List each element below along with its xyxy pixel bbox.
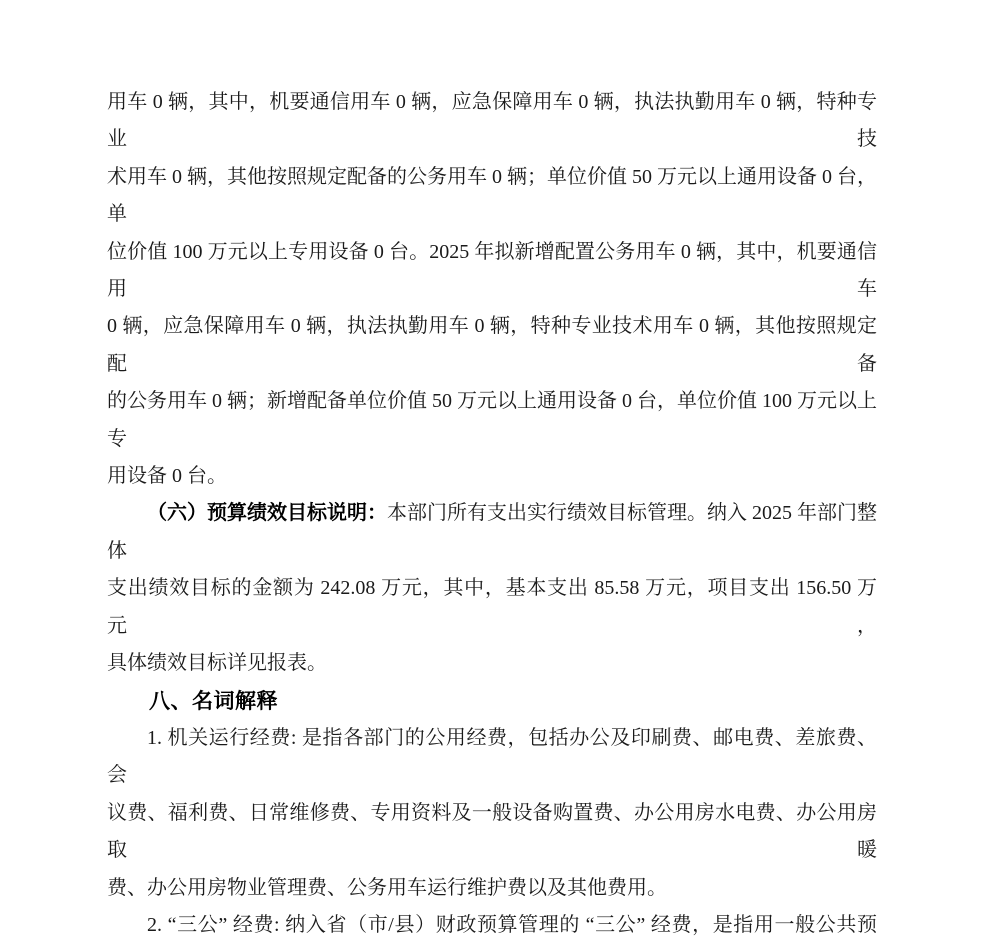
text-line: 支出绩效目标的金额为 242.08 万元，其中，基本支出 85.58 万元，项目支出 156.50 万元，	[107, 577, 877, 637]
text-line: 1. 机关运行经费: 是指各部门的公用经费，包括办公及印刷费、邮电费、差旅费、会	[107, 726, 877, 787]
paragraph-vehicles-equipment	[107, 84, 877, 495]
section-heading-glossary: 八、名词解释	[149, 689, 278, 713]
text-line: 具体绩效目标详见报表。	[107, 652, 327, 675]
text-line: 议费、福利费、日常维修费、专用资料及一般设备购置费、办公用房水电费、办公用房取暖	[107, 801, 877, 862]
text-line: 0 辆，应急保障用车 0 辆，执法执勤用车 0 辆，特种专业技术用车 0 辆，其他按照规定配备	[107, 315, 877, 375]
text-run: 本部门所有支出实行绩效目标管理。纳入 2025 年部门整体	[107, 502, 877, 562]
text-line: 的公务用车 0 辆；新增配备单位价值 50 万元以上通用设备 0 台，单位价值 100 万元以上专	[107, 390, 877, 450]
text-line: 费、办公用房物业管理费、公务用车运行维护费以及其他费用。	[107, 876, 667, 899]
text-line: 2. “三公” 经费: 纳入省（市/县）财政预算管理的 “三公” 经费，是指用一般公共预	[147, 913, 877, 936]
document-body-text	[107, 84, 877, 944]
text-line: 位价值 100 万元以上专用设备 0 台。2025 年拟新增配置公务用车 0 辆，其中，机要通信用车	[107, 240, 877, 301]
paragraph-bold-lead: （六）预算绩效目标说明：	[147, 502, 387, 525]
paragraph-term-three-public-funds	[107, 907, 877, 944]
text-line	[107, 495, 877, 570]
paragraph-term-agency-operating-funds	[107, 720, 877, 907]
text-line: 术用车 0 辆，其他按照规定配备的公务用车 0 辆；单位价值 50 万元以上通用设备 0 台，单	[107, 165, 877, 226]
text-line: 用设备 0 台。	[107, 465, 227, 488]
text-line: 用车 0 辆，其中，机要通信用车 0 辆，应急保障用车 0 辆，执法执勤用车 0 辆，特种专业技	[107, 91, 877, 151]
paragraph-performance-targets	[107, 495, 877, 682]
